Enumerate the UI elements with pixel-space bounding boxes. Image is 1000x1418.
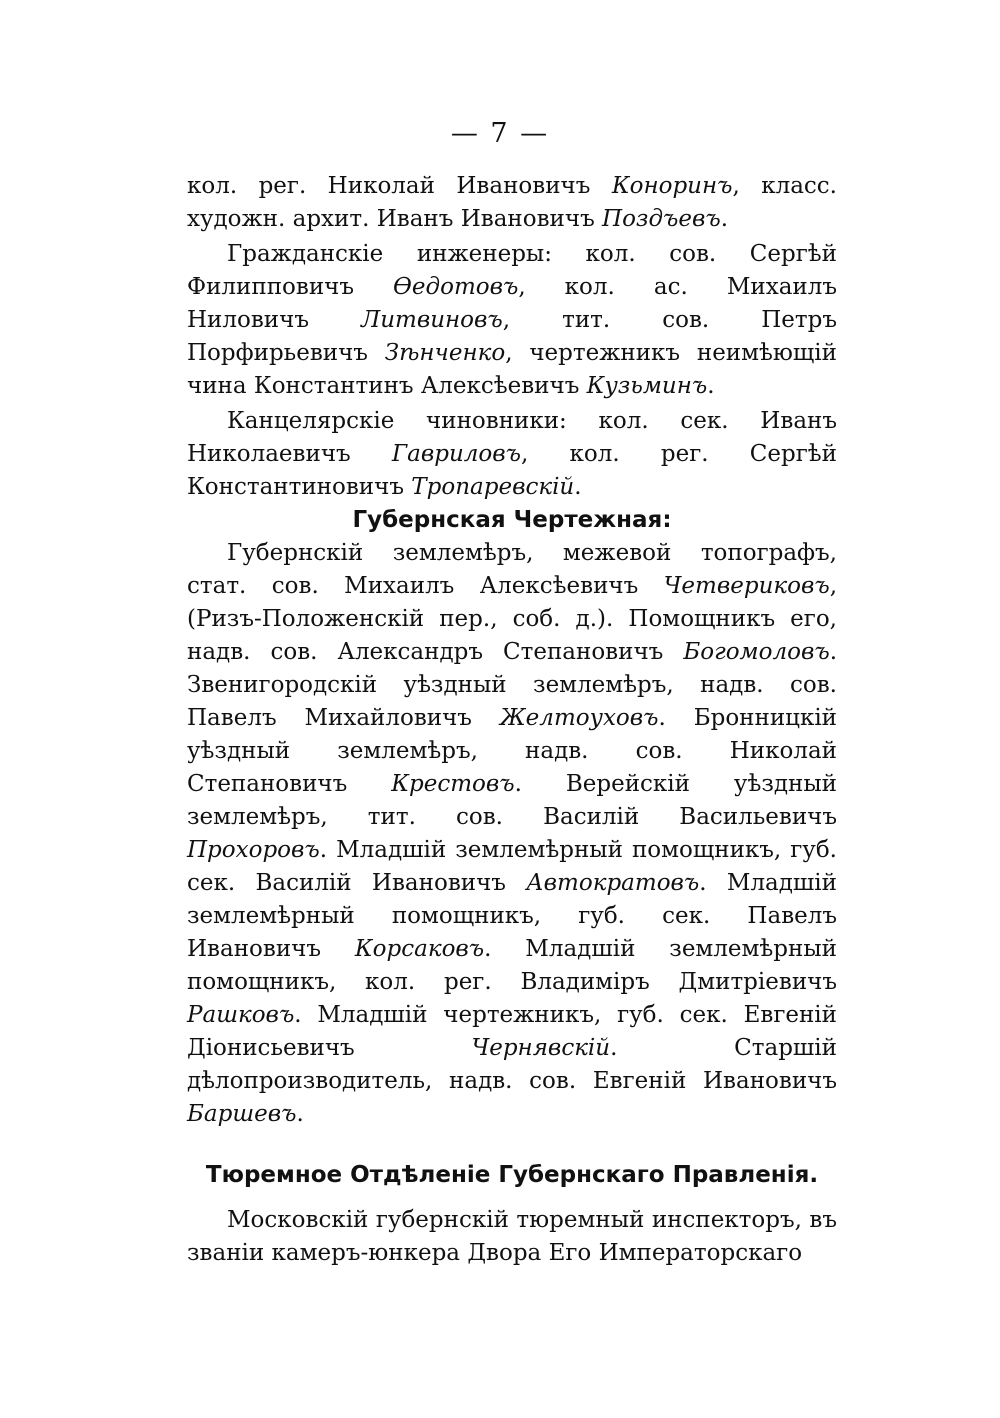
page-number: — 7 — [450, 118, 550, 149]
text: , кол. ас. Михаилъ Ниловичъ [187, 274, 837, 333]
surname: Прохоровъ [187, 837, 320, 863]
text: . Звенигородскій уѣздный землемѣръ, надв. сов. Павелъ Михайловичъ [187, 639, 837, 731]
text: . [296, 1101, 304, 1127]
text: . Старшій дѣлопроизводитель, надв. сов. Евгеній Ивановичъ [187, 1035, 837, 1094]
surname: Зѣнченко [384, 340, 506, 366]
surname: Чернявскій [471, 1035, 611, 1061]
surname: Крестовъ [391, 771, 515, 797]
surname: Поздъевъ [602, 206, 721, 232]
surname: Рашковъ [187, 1002, 295, 1028]
surname: Кузьминъ [586, 373, 708, 399]
surname: Гавриловъ [391, 441, 521, 467]
text: . Бронницкій уѣздный землемѣръ, надв. сов. Николай Степановичъ [187, 705, 838, 797]
paragraph-2 [187, 238, 837, 403]
surname: Автократовъ [526, 870, 700, 896]
text: Гражданскіе инженеры: кол. сов. Сергѣй Филипповичъ [187, 241, 837, 300]
paragraph-5 [187, 1204, 837, 1270]
text: . [574, 474, 582, 500]
text: , чертежникъ неимѣющій чина Константинъ Алексѣевичъ [187, 340, 837, 399]
paragraph-1 [187, 170, 837, 236]
text: . Младшій землемѣрный помощникъ, губ. сек. Павелъ Ивановичъ [187, 870, 837, 962]
text: Губернскій землемѣръ, межевой топографъ, стат. сов. Михаилъ Алексѣевичъ [187, 540, 837, 599]
page-content [187, 170, 837, 1270]
text: . Младшій чертежникъ, губ. сек. Евгеній Діонисьевичъ [187, 1002, 837, 1061]
text: . Верейскій уѣздный землемѣръ, тит. сов. Василій Васильевичъ [187, 771, 837, 830]
surname: Литвиновъ [361, 307, 503, 333]
text: . Младшій землемѣрный помощникъ, кол. рег. Владиміръ Дмитріевичъ [187, 936, 837, 995]
paragraph-3 [187, 405, 837, 504]
paragraph-4 [187, 537, 837, 1131]
text: . Младшій землемѣрный помощникъ, губ. сек. Василій Ивановичъ [187, 837, 837, 896]
section-heading-turemnoe-otdelenie: Тюремное Отдѣленіе Губернскаго Правленія. [205, 1162, 819, 1188]
text: . [720, 206, 729, 232]
text: Московскій губернскій тюремный инспекторъ, въ званіи камеръ-юнкера Двора Его Императорскаго [187, 1207, 837, 1266]
text: , кол. рег. Сергѣй Константиновичъ [187, 441, 837, 500]
surname: Богомоловъ [683, 639, 830, 665]
section-heading-gubernskaya-chertezhnaya: Губернская Чертежная: [352, 507, 672, 533]
surname: Четвериковъ [663, 573, 830, 599]
surname: Өедотовъ [393, 274, 519, 300]
text: , класс. художн. архит. Иванъ Ивановичъ [187, 173, 837, 232]
text: , (Ризъ-Положенскій пер., соб. д.). Помощникъ его, надв. сов. Александръ Степановичъ [187, 573, 837, 665]
surname: Баршевъ [187, 1101, 297, 1127]
text: . [707, 373, 715, 399]
surname: Корсаковъ [354, 936, 485, 962]
surname: Тропаревскій [411, 474, 575, 500]
text: , тит. сов. Петръ Порфирьевичъ [187, 307, 838, 366]
text: кол. рег. Николай Ивановичъ [187, 173, 612, 199]
text: Канцелярскіе чиновники: кол. сек. Иванъ Николаевичъ [187, 408, 837, 467]
surname: Желтоуховъ [499, 705, 659, 731]
surname: Коноринъ [611, 173, 733, 199]
